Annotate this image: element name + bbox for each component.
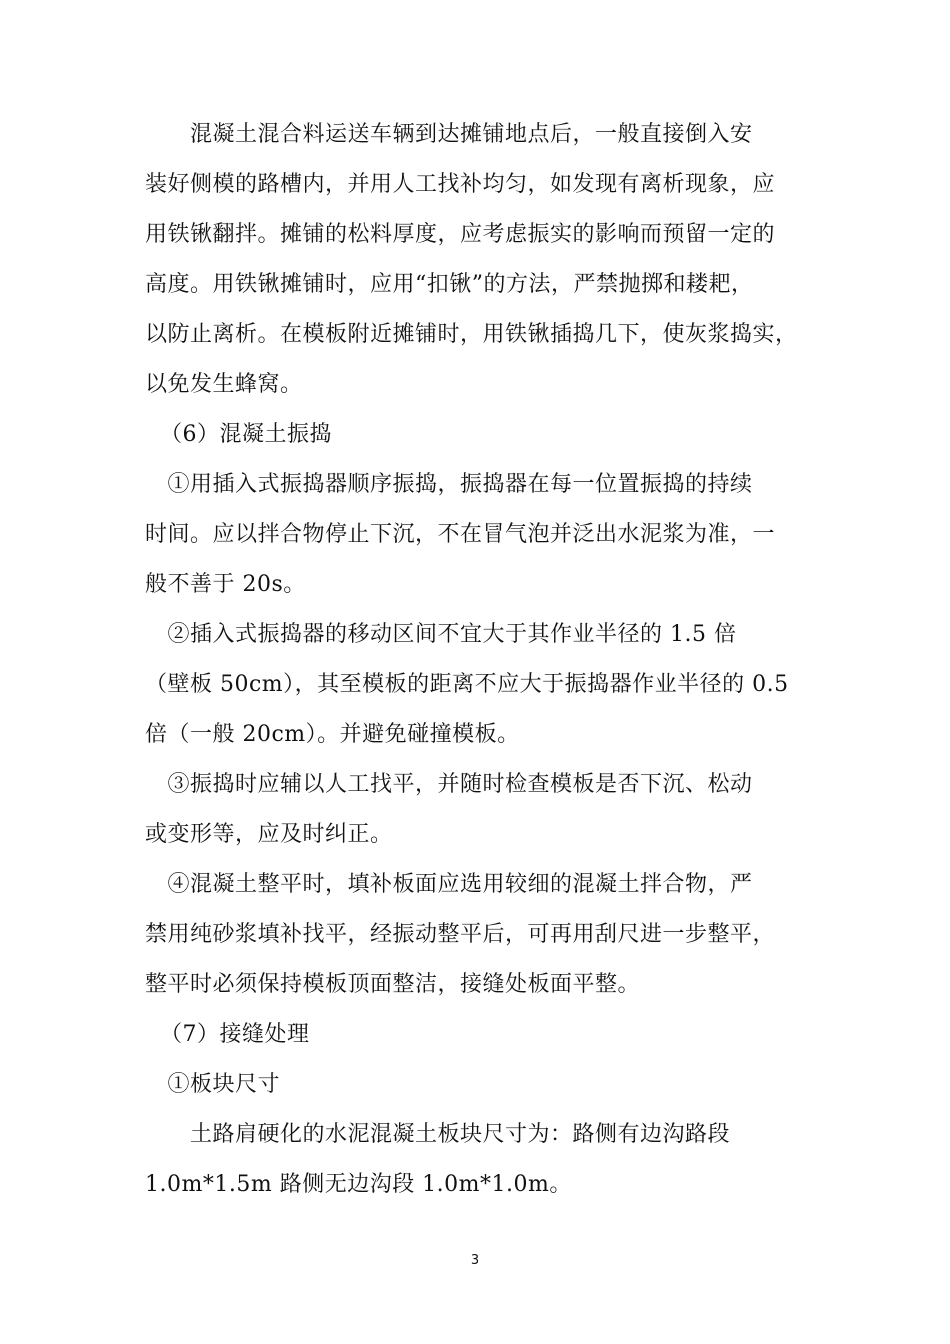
paragraph-line: 装好侧模的路槽内，并用人工找补均匀，如发现有离析现象，应 (145, 172, 776, 197)
paragraph-line: 或变形等，应及时纠正。 (145, 822, 393, 847)
list-item: ②插入式振捣器的移动区间不宜大于其作业半径的 1.5 倍 (145, 622, 737, 647)
paragraph-line: 禁用纯砂浆填补找平，经振动整平后，可再用刮尺进一步整平， (145, 922, 776, 947)
list-item: ④混凝土整平时，填补板面应选用较细的混凝土拌合物，严 (145, 872, 753, 897)
list-item: ③振捣时应辅以人工找平，并随时检查模板是否下沉、松动 (145, 772, 753, 797)
paragraph-line: 以防止离析。在模板附近摊铺时，用铁锹插捣几下，使灰浆捣实， (145, 322, 798, 347)
section-heading: （6）混凝土振捣 (160, 422, 332, 447)
paragraph-line: 以免发生蜂窝。 (145, 372, 303, 397)
paragraph-line: 整平时必须保持模板顶面整洁，接缝处板面平整。 (145, 972, 641, 997)
paragraph-line: 般不善于 20s。 (145, 572, 306, 597)
paragraph-line: 高度。用铁锹摊铺时，应用“扣锹”的方法，严禁抛掷和耧耙， (145, 272, 754, 297)
paragraph-line: 用铁锹翻拌。摊铺的松料厚度，应考虑振实的影响而预留一定的 (145, 222, 776, 247)
paragraph-line: 土路肩硬化的水泥混凝土板块尺寸为：路侧有边沟路段 (145, 1122, 731, 1147)
section-heading: （7）接缝处理 (160, 1022, 310, 1047)
paragraph-line: （壁板 50cm），其至模板的距离不应大于振捣器作业半径的 0.5 (145, 672, 789, 697)
subsection-heading: ①板块尺寸 (145, 1072, 281, 1097)
paragraph-line: 1.0m*1.5m 路侧无边沟段 1.0m*1.0m。 (145, 1172, 572, 1197)
paragraph-line: 混凝土混合料运送车辆到达摊铺地点后，一般直接倒入安 (145, 122, 753, 147)
paragraph-line: 倍（一般 20cm）。并避免碰撞模板。 (145, 722, 520, 747)
paragraph-line: 时间。应以拌合物停止下沉，不在冒气泡并泛出水泥浆为准，一 (145, 522, 776, 547)
page-number: 3 (470, 1253, 480, 1268)
list-item: ①用插入式振捣器顺序振捣，振捣器在每一位置振捣的持续 (145, 472, 753, 497)
